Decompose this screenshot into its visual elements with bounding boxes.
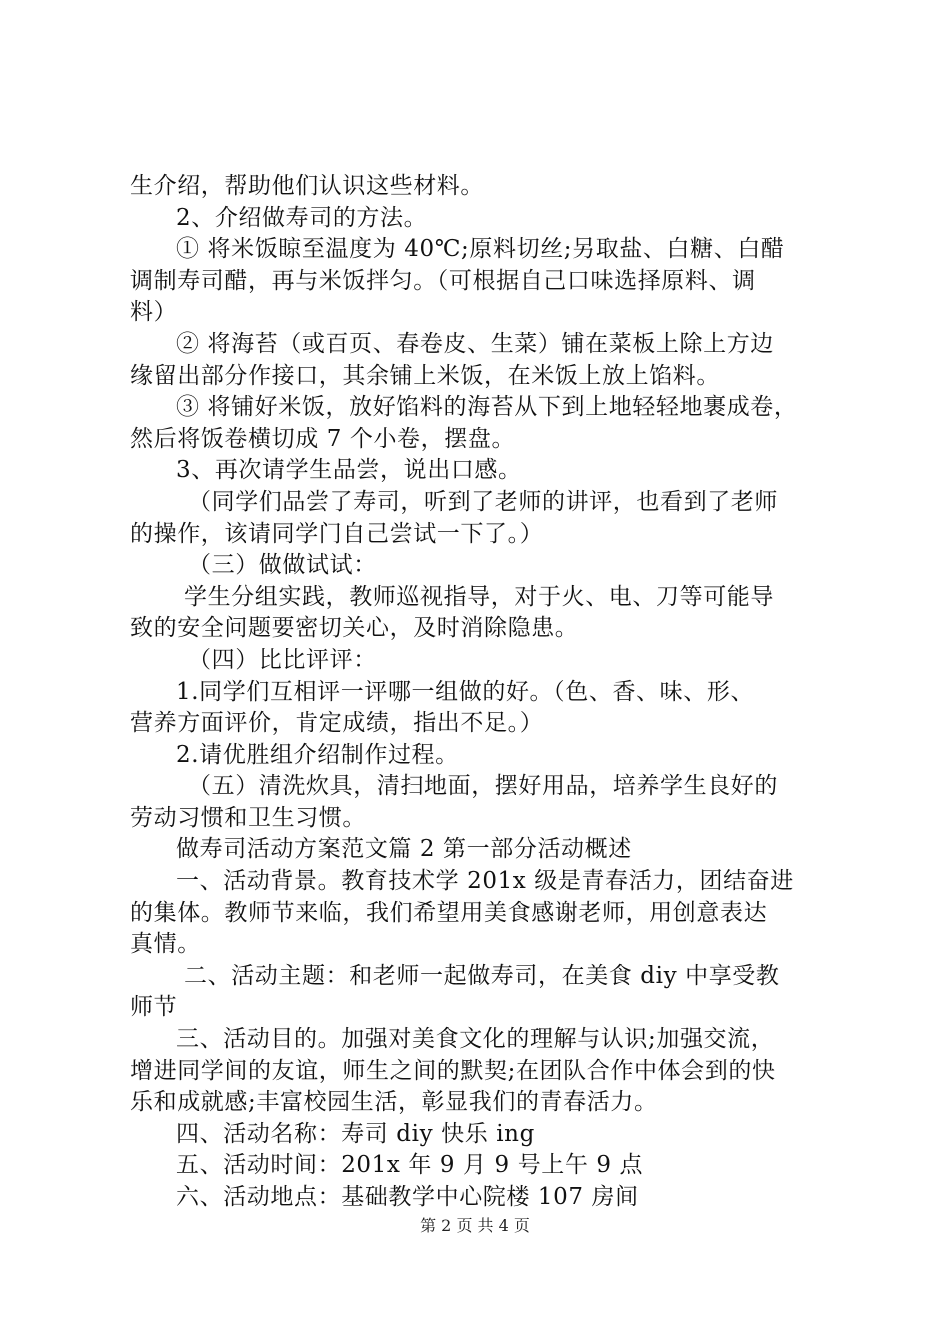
text-line: 三、活动目的。加强对美食文化的理解与认识;加强交流， — [176, 1026, 775, 1053]
text-line: ③ 将铺好米饭，放好馅料的海苔从下到上地轻轻地裹成卷， — [176, 394, 798, 421]
text-line: 2、介绍做寿司的方法。 — [176, 204, 428, 231]
text-line: 营养方面评价，肯定成绩，指出不足。） — [130, 710, 544, 737]
text-line: 缘留出部分作接口，其余铺上米饭，在米饭上放上馅料。 — [130, 362, 720, 389]
text-line: 生介绍，帮助他们认识这些材料。 — [130, 173, 484, 199]
section-heading: （四）比比评评： — [188, 646, 377, 673]
section-heading: （三）做做试试： — [188, 552, 377, 579]
text-line: 的集体。教师节来临，我们希望用美食感谢老师，用创意表达 — [130, 899, 768, 926]
document-subtitle: 做寿司活动方案范文篇 2 第一部分活动概述 — [176, 836, 632, 863]
text-line: 二、活动主题：和老师一起做寿司，在美食 diy 中享受教 — [184, 962, 780, 989]
text-line: 一、活动背景。教育技术学 201x 级是青春活力，团结奋进 — [176, 868, 794, 895]
text-line: 学生分组实践，教师巡视指导，对于火、电、刀等可能导 — [184, 583, 774, 610]
text-line: 然后将饭卷横切成 7 个小卷，摆盘。 — [130, 425, 516, 452]
text-line: 真情。 — [130, 931, 201, 958]
document-body — [130, 171, 840, 1214]
text-line: 劳动习惯和卫生习惯。 — [130, 804, 366, 831]
text-line: 四、活动名称：寿司 diy 快乐 ing — [176, 1120, 535, 1147]
page-footer: 第 2 页 共 4 页 — [420, 1216, 530, 1235]
text-line: 五、活动时间：201x 年 9 月 9 号上午 9 点 — [176, 1152, 644, 1179]
text-line: 调制寿司醋，再与米饭拌匀。（可根据自己口味选择原料、调 — [130, 267, 756, 294]
text-line: 六、活动地点：基础教学中心院楼 107 房间 — [176, 1184, 639, 1210]
text-line: ① 将米饭晾至温度为 40℃;原料切丝;另取盐、白糖、白醋 — [176, 236, 785, 263]
text-line: 增进同学间的友谊，师生之间的默契;在团队合作中体会到的快 — [130, 1057, 776, 1084]
text-line: 料） — [130, 299, 178, 326]
text-line: 的操作，该请同学门自己尝试一下了。） — [130, 520, 544, 547]
text-line: ② 将海苔（或百页、春卷皮、生菜）铺在菜板上除上方边 — [176, 330, 774, 357]
text-line: （同学们品尝了寿司，听到了老师的讲评，也看到了老师 — [188, 488, 778, 515]
text-line: 乐和成就感;丰富校园生活，彰显我们的青春活力。 — [130, 1089, 658, 1116]
section-heading: （五）清洗炊具，清扫地面，摆好用品，培养学生良好的 — [188, 773, 778, 800]
text-line: 3、再次请学生品尝，说出口感。 — [176, 457, 522, 484]
text-line: 1.同学们互相评一评哪一组做的好。（色、香、味、形、 — [176, 678, 755, 705]
text-line: 致的安全问题要密切关心，及时消除隐患。 — [130, 615, 579, 642]
text-line: 2.请优胜组介绍制作过程。 — [176, 741, 459, 768]
text-line: 师节 — [130, 994, 178, 1021]
